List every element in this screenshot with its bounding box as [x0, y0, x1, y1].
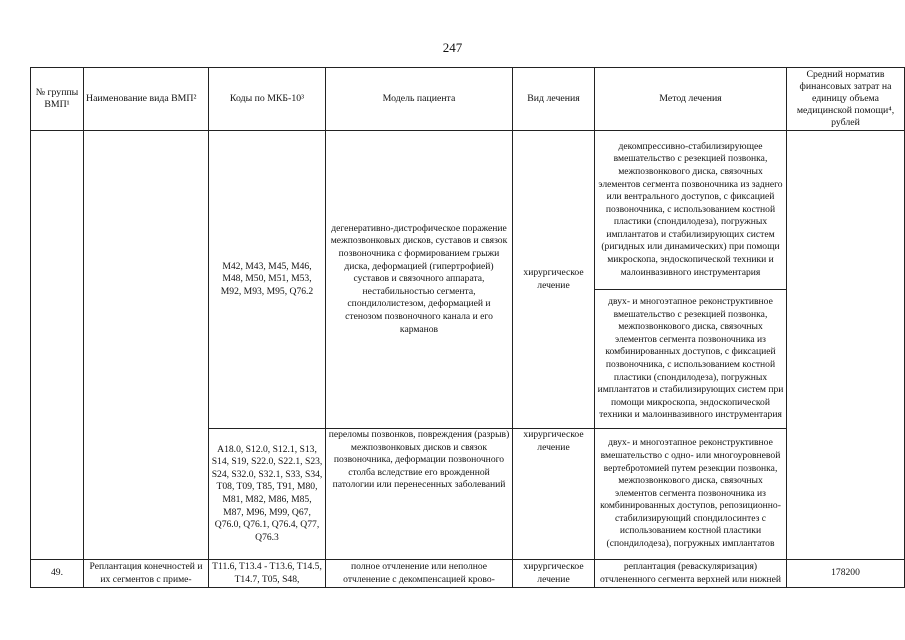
icd-codes-cell: T11.6, T13.4 - T13.6, T14.5, T14.7, T05, S48, [209, 560, 326, 588]
vmp-name-cell: Реплантация конечностей и их сегментов с приме- [84, 560, 209, 588]
treatment-method-cell: двух- и многоэтапное реконструктивное вмешательство с резекцией позвонка, межпозвонкового диска, связочных элементов сегмента позвоночника из комбинированных доступов, с фиксацией позвоночника, с использованием костной пластики (спондилодеза), погружных имплантатов и стабилизирующих систем при помощи микроскопа, эндоскопической техники и малоинвазивного инструментария [595, 290, 787, 429]
patient-model-cell: полное отчленение или неполное отчленение с декомпенсацией крово- [326, 560, 513, 588]
treatment-method-cell: декомпрессивно-стабилизирующее вмешательство с резекцией позвонка, межпозвонкового диска, связочных элементов сегмента позвоночника из заднего или вентрального доступов, с фиксацией позвоночника, с использованием костной пластики (спондилодеза), погружных имплантатов и стабилизирующих систем (ригидных или динамических) при помощи микроскопа, эндоскопической техники и малоинвазивного инструментария [595, 131, 787, 290]
group-number-cell: 49. [31, 560, 84, 588]
treatment-type-cell: хирургическое лечение [513, 560, 595, 588]
vmp-name-cell [84, 131, 209, 560]
header-group-number: № группы ВМП¹ [31, 68, 84, 131]
treatment-method-cell: двух- и многоэтапное реконструктивное вмешательство с одно- или многоуровневой вертебротомией путем резекции позвонка, межпозвонкового диска, связочных элементов сегмента позвоночника из комбинированных доступов, репозиционно-стабилизирующий спондилосинтез с использованием костной пластики (спондилодеза), погружных имплантатов [595, 429, 787, 560]
treatment-method-cell: реплантация (реваскуляризация) отчлененного сегмента верхней или нижней [595, 560, 787, 588]
group-number-cell [31, 131, 84, 560]
header-patient-model: Модель пациента [326, 68, 513, 131]
page-number: 247 [442, 40, 463, 55]
header-icd-codes: Коды по МКБ-10³ [209, 68, 326, 131]
table-row [31, 560, 905, 588]
header-vmp-name: Наименование вида ВМП² [84, 68, 209, 131]
treatment-type-cell: хирургическое лечение [513, 131, 595, 429]
table-row [31, 131, 905, 290]
average-cost-cell: 178200 [787, 560, 905, 588]
patient-model-cell: дегенеративно-дистрофическое поражение межпозвонковых дисков, суставов и связок позвоночника с формированием грыжи диска, деформацией (гипертрофией) суставов и связочного аппарата, нестабильностью сегмента, спондилолистезом, деформацией и стенозом позвоночного канала и его карманов [326, 131, 513, 429]
header-average-cost: Средний норматив финансовых затрат на единицу объема медицинской помощи⁴, рублей [787, 68, 905, 131]
header-treatment-type: Вид лечения [513, 68, 595, 131]
patient-model-cell: переломы позвонков, повреждения (разрыв) межпозвонковых дисков и связок позвоночника, деформации позвоночного столба вследствие его врожденной патологии или перенесенных заболеваний [326, 429, 513, 560]
average-cost-cell [787, 131, 905, 560]
icd-codes-cell: A18.0, S12.0, S12.1, S13, S14, S19, S22.0, S22.1, S23, S24, S32.0, S32.1, S33, S34, T08, T09, T85, T91, M80, M81, M82, M86, M85, M87, M96, M99, Q67, Q76.0, Q76.1, Q76.4, Q77, Q76.3 [209, 429, 326, 560]
treatment-type-cell: хирургическое лечение [513, 429, 595, 560]
vmp-table [30, 67, 905, 588]
header-row [31, 68, 905, 131]
header-treatment-method: Метод лечения [595, 68, 787, 131]
icd-codes-cell: M42, M43, M45, M46, M48, M50, M51, M53, M92, M93, M95, Q76.2 [209, 131, 326, 429]
